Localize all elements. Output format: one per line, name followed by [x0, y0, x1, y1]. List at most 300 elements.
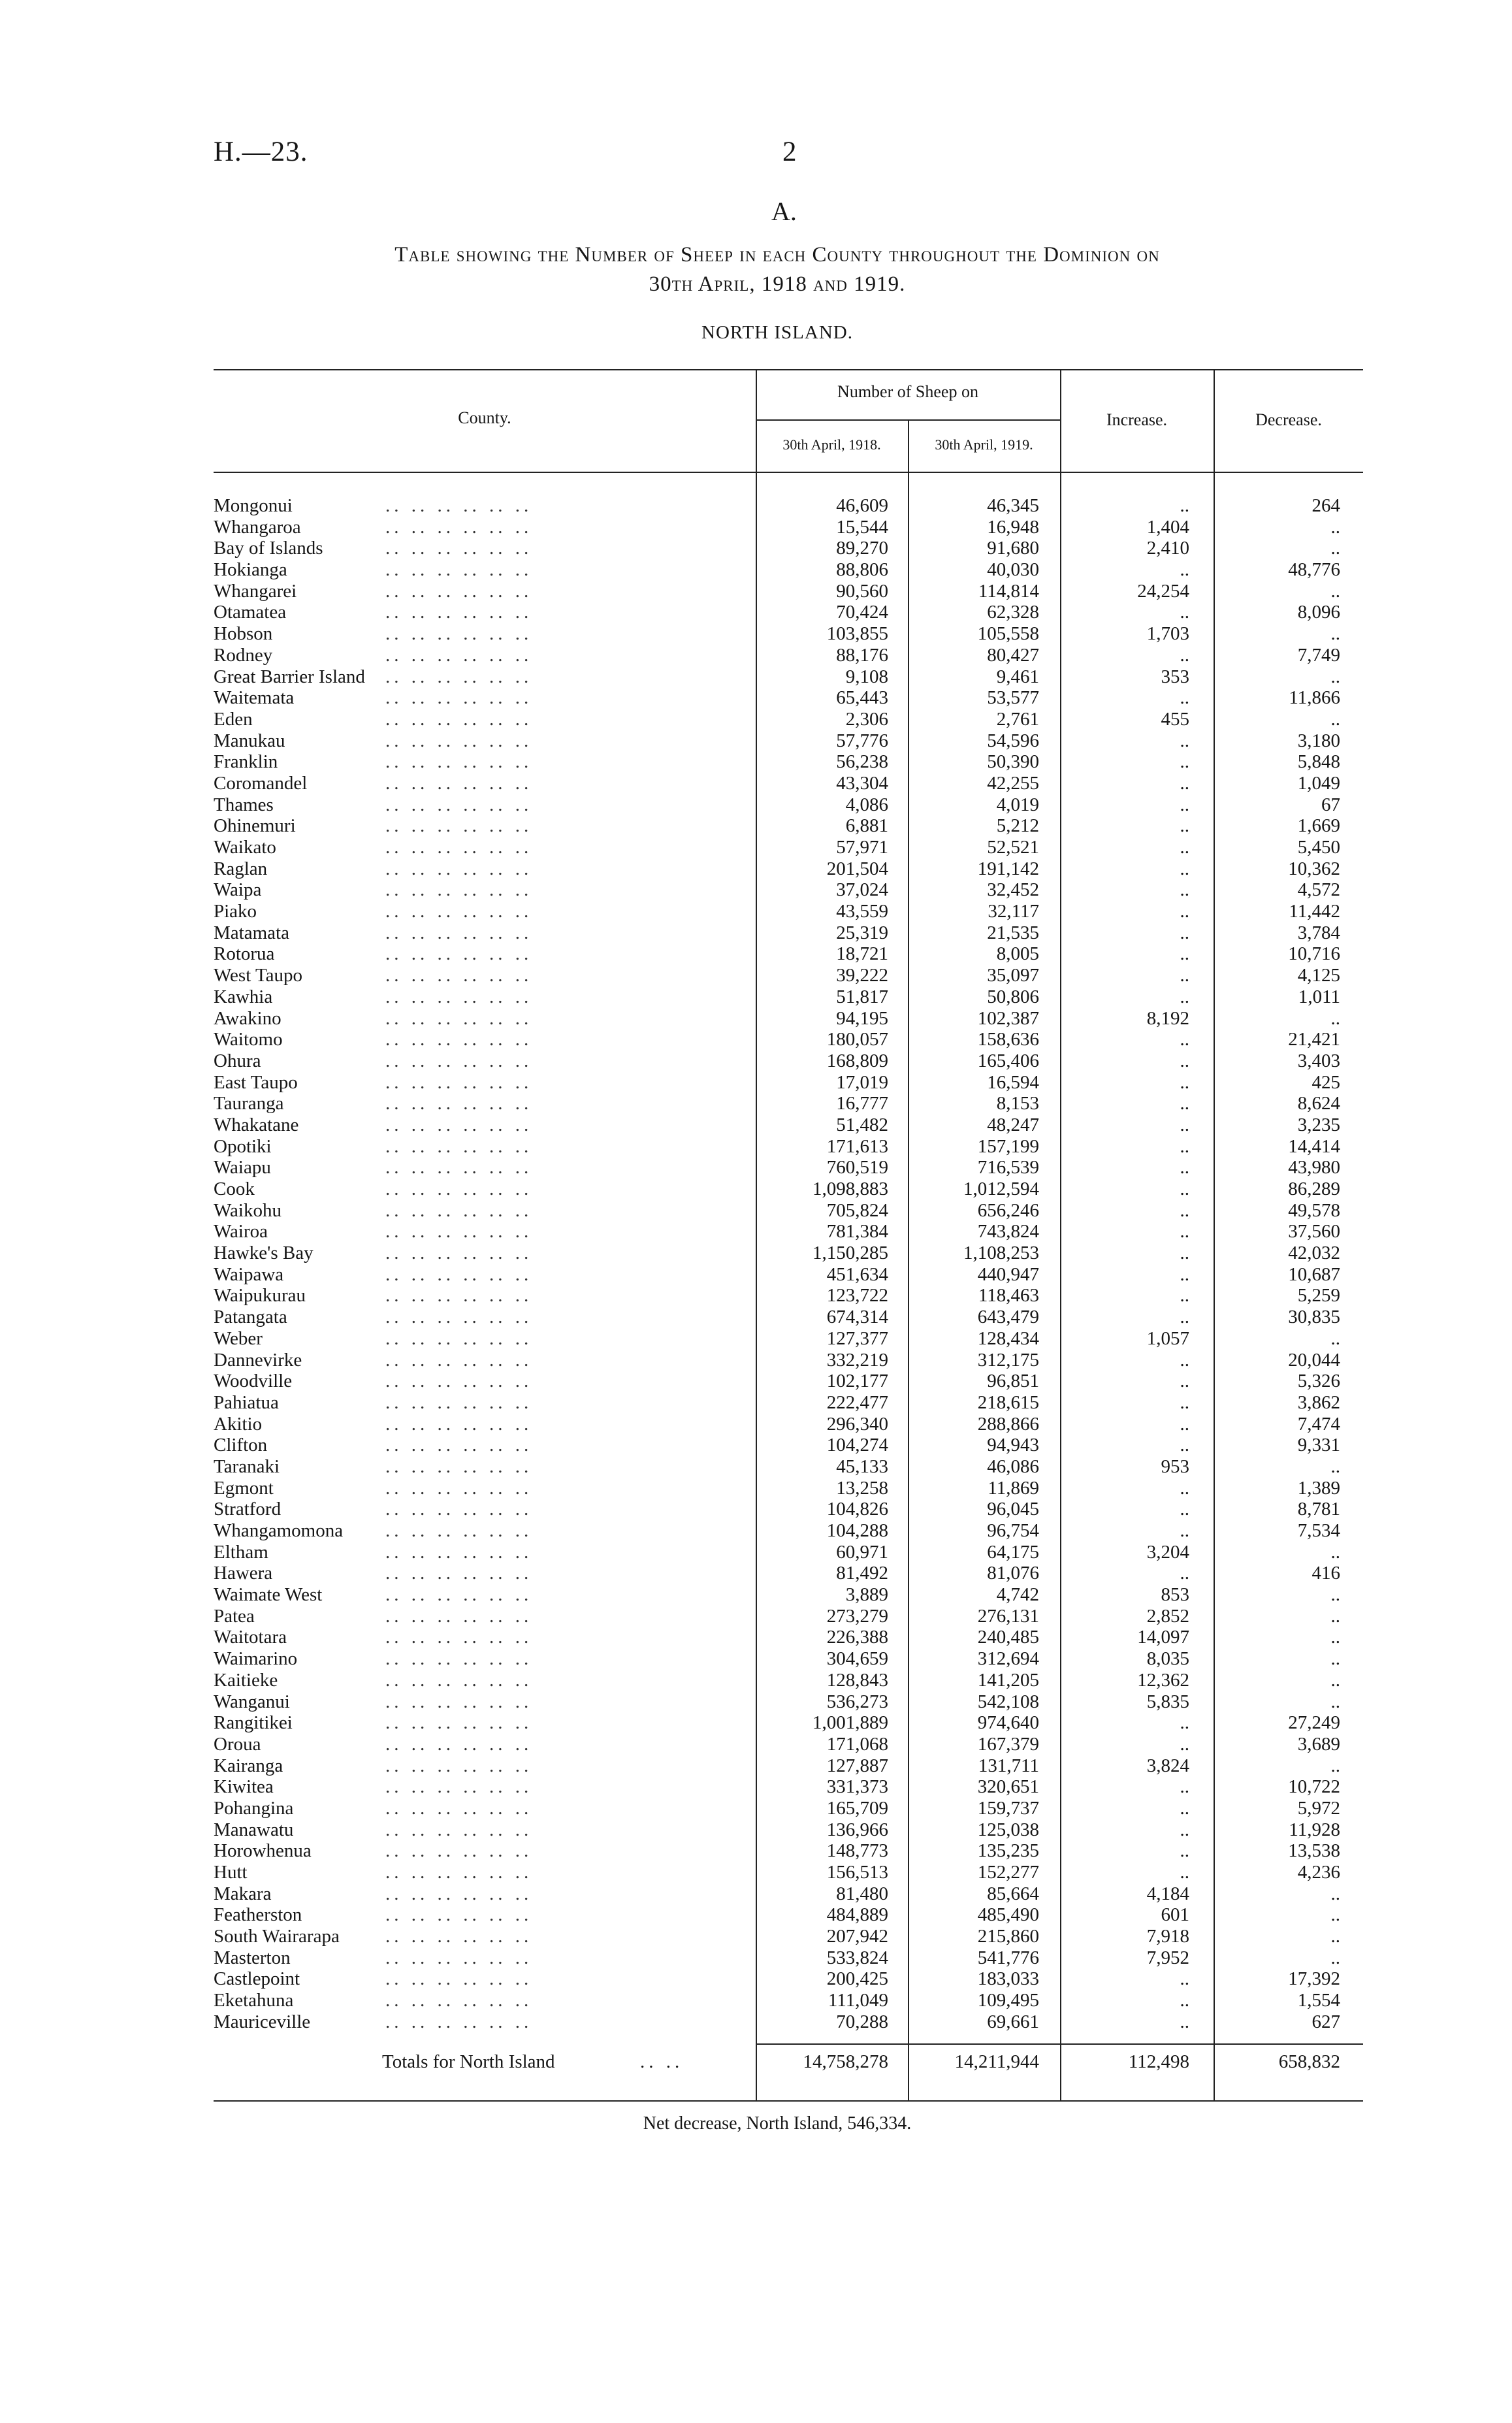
county-name: Akitio	[214, 1413, 263, 1435]
sheep-1919: 4,019	[996, 794, 1039, 815]
increase-value: ..	[1180, 1563, 1189, 1584]
decrease-value: 49,578	[1288, 1199, 1340, 1221]
sheep-1919: 131,711	[978, 1755, 1039, 1776]
county-name: Rangitikei	[214, 1712, 293, 1734]
increase-value: ..	[1180, 1349, 1189, 1371]
county-name: Waikato	[214, 837, 276, 858]
totals-dots: .. ..	[640, 2051, 684, 2072]
decrease-value: 10,687	[1288, 1263, 1340, 1285]
sheep-1919: 276,131	[977, 1605, 1039, 1627]
sheep-1919: 743,824	[977, 1221, 1039, 1243]
leader-dots: .. .. .. .. .. ..	[385, 815, 533, 837]
leader-dots: .. .. .. .. .. ..	[385, 986, 533, 1007]
table-row	[0, 1435, 1512, 1456]
decrease-value: ..	[1330, 580, 1340, 602]
sheep-1918: 89,270	[836, 538, 888, 559]
increase-value: ..	[1180, 901, 1189, 922]
county-name: Taranaki	[214, 1455, 280, 1477]
sheep-1919: 54,596	[987, 730, 1039, 751]
county-name: Kawhia	[214, 986, 273, 1007]
increase-value: ..	[1180, 879, 1189, 901]
increase-value: 1,404	[1146, 516, 1189, 538]
sheep-1919: 1,108,253	[963, 1243, 1039, 1264]
county-name: Kaitieke	[214, 1669, 278, 1691]
leader-dots: .. .. .. .. .. ..	[385, 1990, 533, 2011]
county-name: Hawera	[214, 1563, 273, 1584]
increase-value: ..	[1180, 1157, 1189, 1179]
sheep-1918: 6,881	[845, 815, 888, 837]
column-header-1919: 30th April, 1919.	[935, 436, 1033, 453]
sheep-1919: 85,664	[987, 1883, 1039, 1904]
sheep-1919: 91,680	[987, 538, 1039, 559]
sheep-1919: 62,328	[987, 602, 1039, 623]
county-name: Whakatane	[214, 1114, 299, 1135]
sheep-1919: 32,452	[987, 879, 1039, 901]
decrease-value: 17,392	[1288, 1968, 1340, 1990]
leader-dots: .. .. .. .. .. ..	[385, 708, 533, 730]
county-name: West Taupo	[214, 965, 303, 986]
increase-value: 2,410	[1146, 538, 1189, 559]
county-name: Waipa	[214, 879, 262, 901]
table-row	[0, 730, 1512, 752]
table-row	[0, 751, 1512, 773]
decrease-value: 20,044	[1288, 1349, 1340, 1371]
sheep-1918: 168,809	[826, 1050, 888, 1071]
sheep-1918: 180,057	[826, 1029, 888, 1050]
sheep-1919: 42,255	[987, 772, 1039, 794]
decrease-value: ..	[1330, 1755, 1340, 1776]
county-name: Makara	[214, 1883, 272, 1904]
decrease-value: 425	[1311, 1071, 1340, 1093]
table-row	[0, 1755, 1512, 1777]
leader-dots: .. .. .. .. .. ..	[385, 1733, 533, 1755]
leader-dots: .. .. .. .. .. ..	[385, 1221, 533, 1243]
table-row	[0, 1606, 1512, 1627]
sheep-1919: 8,005	[996, 943, 1039, 965]
sheep-1918: 760,519	[826, 1157, 888, 1179]
sheep-1918: 65,443	[836, 687, 888, 709]
leader-dots: .. .. .. .. .. ..	[385, 602, 533, 623]
increase-value: 455	[1161, 708, 1189, 730]
decrease-value: 11,442	[1289, 901, 1340, 922]
county-name: Pahiatua	[214, 1391, 279, 1413]
table-row	[0, 1840, 1512, 1862]
table-row	[0, 1264, 1512, 1286]
leader-dots: .. .. .. .. .. ..	[385, 1243, 533, 1264]
sheep-1919: 240,485	[977, 1627, 1039, 1648]
table-row	[0, 1243, 1512, 1264]
leader-dots: .. .. .. .. .. ..	[385, 1285, 533, 1307]
decrease-value: 5,259	[1297, 1285, 1340, 1307]
column-header-1918: 30th April, 1918.	[782, 436, 881, 453]
decrease-value: ..	[1330, 1605, 1340, 1627]
county-name: Matamata	[214, 922, 289, 943]
table-row	[0, 666, 1512, 688]
decrease-value: 4,125	[1297, 965, 1340, 986]
column-header-decrease: Decrease.	[1255, 410, 1322, 429]
decrease-value: 1,554	[1297, 1990, 1340, 2011]
sheep-1919: 96,754	[987, 1520, 1039, 1541]
leader-dots: .. .. .. .. .. ..	[385, 1819, 533, 1840]
table-row	[0, 602, 1512, 623]
table-title-line-1: Table showing the Number of Sheep in each County throughout the Dominion on	[394, 243, 1160, 267]
sheep-1918: 16,777	[836, 1093, 888, 1114]
increase-value: 3,204	[1146, 1541, 1189, 1563]
sheep-1918: 81,480	[836, 1883, 888, 1904]
county-name: Featherston	[214, 1904, 302, 1926]
leader-dots: .. .. .. .. .. ..	[385, 1499, 533, 1520]
county-name: Coromandel	[214, 772, 308, 794]
table-row	[0, 1392, 1512, 1414]
leader-dots: .. .. .. .. .. ..	[385, 1179, 533, 1199]
table-row	[0, 1114, 1512, 1136]
decrease-value: 10,716	[1288, 943, 1340, 965]
sheep-1918: 37,024	[836, 879, 888, 901]
sheep-1919: 114,814	[978, 580, 1039, 602]
sheep-1918: 9,108	[845, 666, 888, 687]
leader-dots: .. .. .. .. .. ..	[385, 943, 533, 965]
sheep-1919: 320,651	[977, 1776, 1039, 1798]
table-row	[0, 1670, 1512, 1691]
totals-row	[0, 2051, 1512, 2077]
table-row	[0, 879, 1512, 901]
leader-dots: .. .. .. .. .. ..	[385, 1199, 533, 1221]
decrease-value: ..	[1330, 1904, 1340, 1926]
increase-value: ..	[1180, 943, 1189, 965]
sheep-1919: 974,640	[977, 1712, 1039, 1734]
sheep-1919: 215,860	[977, 1926, 1039, 1947]
sheep-1919: 64,175	[987, 1541, 1039, 1563]
leader-dots: .. .. .. .. .. ..	[385, 1263, 533, 1285]
county-name: Waitomo	[214, 1029, 283, 1050]
decrease-value: ..	[1330, 1327, 1340, 1349]
sheep-1918: 273,279	[826, 1605, 888, 1627]
county-name: Hobson	[214, 623, 273, 645]
table-row	[0, 1157, 1512, 1179]
county-name: Kairanga	[214, 1755, 283, 1776]
county-name: South Wairarapa	[214, 1926, 340, 1947]
leader-dots: .. .. .. .. .. ..	[385, 751, 533, 773]
sheep-1918: 81,492	[836, 1563, 888, 1584]
sheep-1918: 90,560	[836, 580, 888, 602]
decrease-value: ..	[1330, 708, 1340, 730]
increase-value: 3,824	[1146, 1755, 1189, 1776]
sheep-1919: 69,661	[987, 2011, 1039, 2032]
table-row	[0, 1648, 1512, 1670]
decrease-value: 9,331	[1297, 1435, 1340, 1456]
sheep-1919: 105,558	[977, 623, 1039, 645]
sheep-1918: 148,773	[826, 1840, 888, 1862]
leader-dots: .. .. .. .. .. ..	[385, 1135, 533, 1157]
sheep-1919: 9,461	[996, 666, 1039, 687]
sheep-1918: 70,288	[836, 2011, 888, 2032]
decrease-value: ..	[1330, 1648, 1340, 1670]
sheep-1918: 51,817	[836, 986, 888, 1007]
leader-dots: .. .. .. .. .. ..	[385, 1883, 533, 1904]
decrease-value: ..	[1330, 1926, 1340, 1947]
decrease-value: 264	[1311, 495, 1340, 516]
table-row	[0, 901, 1512, 922]
decrease-value: 4,572	[1297, 879, 1340, 901]
sheep-1919: 288,866	[977, 1413, 1039, 1435]
sheep-1918: 123,722	[826, 1285, 888, 1307]
sheep-1919: 102,387	[977, 1007, 1039, 1029]
table-body	[0, 495, 1512, 2033]
increase-value: ..	[1180, 751, 1189, 773]
table-row	[0, 1563, 1512, 1584]
sheep-1918: 1,150,285	[812, 1243, 888, 1264]
county-name: Castlepoint	[214, 1968, 300, 1990]
table-row	[0, 645, 1512, 666]
region-heading: NORTH ISLAND.	[701, 322, 853, 343]
sheep-1918: 88,176	[836, 644, 888, 666]
decrease-value: 8,624	[1297, 1093, 1340, 1114]
leader-dots: .. .. .. .. .. ..	[385, 559, 533, 581]
leader-dots: .. .. .. .. .. ..	[385, 1776, 533, 1798]
county-name: Manawatu	[214, 1819, 294, 1840]
sheep-1918: 45,133	[836, 1455, 888, 1477]
sheep-1919: 656,246	[977, 1199, 1039, 1221]
sheep-1919: 643,479	[977, 1307, 1039, 1328]
decrease-value: ..	[1330, 1669, 1340, 1691]
sheep-1919: 48,247	[987, 1114, 1039, 1135]
decrease-value: 48,776	[1288, 559, 1340, 581]
sheep-1919: 81,076	[987, 1563, 1039, 1584]
leader-dots: .. .. .. .. .. ..	[385, 1093, 533, 1114]
sheep-1918: 451,634	[826, 1263, 888, 1285]
county-name: Manukau	[214, 730, 285, 751]
column-header-increase: Increase.	[1106, 410, 1168, 429]
county-name: Tauranga	[214, 1093, 284, 1114]
decrease-value: 14,414	[1288, 1135, 1340, 1157]
sheep-1918: 156,513	[826, 1862, 888, 1883]
decrease-value: ..	[1330, 516, 1340, 538]
decrease-value: 21,421	[1288, 1029, 1340, 1050]
sheep-1918: 536,273	[826, 1691, 888, 1712]
sheep-1918: 201,504	[826, 858, 888, 879]
sheep-1919: 16,594	[987, 1071, 1039, 1093]
county-name: Bay of Islands	[214, 538, 323, 559]
sheep-1918: 3,889	[845, 1584, 888, 1606]
decrease-value: 42,032	[1288, 1243, 1340, 1264]
increase-value: ..	[1180, 2011, 1189, 2032]
sheep-1919: 96,045	[987, 1499, 1039, 1520]
table-row	[0, 1328, 1512, 1350]
table-row	[0, 623, 1512, 645]
county-name: Weber	[214, 1327, 263, 1349]
decrease-value: 8,096	[1297, 602, 1340, 623]
leader-dots: .. .. .. .. .. ..	[385, 1071, 533, 1093]
leader-dots: .. .. .. .. .. ..	[385, 1862, 533, 1883]
increase-value: ..	[1180, 559, 1189, 581]
sheep-1918: 484,889	[826, 1904, 888, 1926]
decrease-value: 10,722	[1288, 1776, 1340, 1798]
sheep-1918: 4,086	[845, 794, 888, 815]
sheep-1918: 165,709	[826, 1797, 888, 1819]
sheep-1919: 50,806	[987, 986, 1039, 1007]
county-name: Piako	[214, 901, 257, 922]
sheep-1919: 11,869	[988, 1477, 1039, 1499]
increase-value: ..	[1180, 1733, 1189, 1755]
sheep-1919: 5,212	[996, 815, 1039, 837]
table-row	[0, 1883, 1512, 1905]
table-row	[0, 1371, 1512, 1392]
increase-value: ..	[1180, 1477, 1189, 1499]
increase-value: 2,852	[1146, 1605, 1189, 1627]
sheep-1918: 171,613	[826, 1135, 888, 1157]
county-name: Thames	[214, 794, 274, 815]
decrease-value: 1,389	[1297, 1477, 1340, 1499]
leader-dots: .. .. .. .. .. ..	[385, 1627, 533, 1648]
sheep-1918: 127,377	[826, 1327, 888, 1349]
decrease-value: 416	[1311, 1563, 1340, 1584]
totals-1918: 14,758,278	[803, 2051, 888, 2072]
leader-dots: .. .. .. .. .. ..	[385, 1520, 533, 1541]
sheep-1919: 158,636	[977, 1029, 1039, 1050]
header-top-rule	[214, 369, 1363, 370]
table-row	[0, 2011, 1512, 2033]
leader-dots: .. .. .. .. .. ..	[385, 1413, 533, 1435]
increase-value: ..	[1180, 1071, 1189, 1093]
table-row	[0, 538, 1512, 559]
sheep-1919: 16,948	[987, 516, 1039, 538]
increase-value: 1,703	[1146, 623, 1189, 645]
decrease-value: 3,235	[1297, 1114, 1340, 1135]
sheep-1919: 312,694	[977, 1648, 1039, 1670]
county-name: Franklin	[214, 751, 278, 773]
decrease-value: 5,972	[1297, 1797, 1340, 1819]
leader-dots: .. .. .. .. .. ..	[385, 1050, 533, 1071]
table-row	[0, 1990, 1512, 2011]
increase-value: ..	[1180, 1413, 1189, 1435]
leader-dots: .. .. .. .. .. ..	[385, 538, 533, 559]
table-row	[0, 581, 1512, 602]
sheep-1918: 57,776	[836, 730, 888, 751]
sheep-1918: 15,544	[836, 516, 888, 538]
sheep-1919: 52,521	[987, 837, 1039, 858]
decrease-value: 3,862	[1297, 1391, 1340, 1413]
increase-value: ..	[1180, 1520, 1189, 1541]
county-name: Hawke's Bay	[214, 1243, 314, 1264]
county-name: Kiwitea	[214, 1776, 274, 1798]
table-row	[0, 1947, 1512, 1969]
leader-dots: .. .. .. .. .. ..	[385, 1455, 533, 1477]
increase-value: ..	[1180, 922, 1189, 943]
increase-value: ..	[1180, 965, 1189, 986]
table-row	[0, 1691, 1512, 1713]
table-row	[0, 773, 1512, 794]
column-header-county: County.	[458, 408, 511, 427]
sheep-1919: 46,086	[987, 1455, 1039, 1477]
county-name: Great Barrier Island	[214, 666, 365, 687]
sheep-1919: 191,142	[977, 858, 1039, 879]
decrease-value: 7,474	[1297, 1413, 1340, 1435]
sheep-1919: 53,577	[987, 687, 1039, 709]
decrease-value: 3,403	[1297, 1050, 1340, 1071]
increase-value: 24,254	[1137, 580, 1189, 602]
county-name: Horowhenua	[214, 1840, 312, 1862]
sheep-1918: 104,274	[826, 1435, 888, 1456]
sheep-1918: 103,855	[826, 623, 888, 645]
leader-dots: .. .. .. .. .. ..	[385, 1349, 533, 1371]
table-row	[0, 1798, 1512, 1819]
sheep-1918: 781,384	[826, 1221, 888, 1243]
table-row	[0, 1200, 1512, 1222]
county-name: Waiapu	[214, 1157, 271, 1179]
sheep-1918: 56,238	[836, 751, 888, 773]
increase-value: ..	[1180, 1819, 1189, 1840]
sheep-1918: 51,482	[836, 1114, 888, 1135]
increase-value: ..	[1180, 1990, 1189, 2011]
table-row	[0, 1029, 1512, 1050]
increase-value: ..	[1180, 1307, 1189, 1328]
sheep-1919: 440,947	[977, 1263, 1039, 1285]
sheep-1918: 43,559	[836, 901, 888, 922]
increase-value: ..	[1180, 644, 1189, 666]
sheep-1919: 183,033	[977, 1968, 1039, 1990]
decrease-value: ..	[1330, 623, 1340, 645]
decrease-value: 13,538	[1288, 1840, 1340, 1862]
leader-dots: .. .. .. .. .. ..	[385, 1968, 533, 1990]
sheep-1918: 111,049	[828, 1990, 888, 2011]
sheep-1919: 96,851	[987, 1371, 1039, 1392]
county-name: Waitemata	[214, 687, 295, 709]
leader-dots: .. .. .. .. .. ..	[385, 644, 533, 666]
table-row	[0, 1008, 1512, 1030]
sheep-1918: 705,824	[826, 1199, 888, 1221]
increase-value: ..	[1180, 1114, 1189, 1135]
county-name: Mauriceville	[214, 2011, 311, 2032]
sheep-1918: 128,843	[826, 1669, 888, 1691]
increase-value: ..	[1180, 602, 1189, 623]
county-name: Hokianga	[214, 559, 287, 581]
county-name: Awakino	[214, 1007, 281, 1029]
increase-value: ..	[1180, 1968, 1189, 1990]
decrease-value: 3,784	[1297, 922, 1340, 943]
county-name: Mongonui	[214, 495, 293, 516]
county-name: Rodney	[214, 644, 273, 666]
table-row	[0, 1926, 1512, 1947]
county-name: Wanganui	[214, 1691, 290, 1712]
leader-dots: .. .. .. .. .. ..	[385, 1691, 533, 1712]
sheep-1919: 542,108	[977, 1691, 1039, 1712]
leader-dots: .. .. .. .. .. ..	[385, 837, 533, 858]
county-name: Dannevirke	[214, 1349, 302, 1371]
decrease-value: 627	[1311, 2011, 1340, 2032]
increase-value: ..	[1180, 1712, 1189, 1734]
leader-dots: .. .. .. .. .. ..	[385, 516, 533, 538]
sheep-1918: 533,824	[826, 1947, 888, 1968]
leader-dots: .. .. .. .. .. ..	[385, 1840, 533, 1862]
increase-value: ..	[1180, 1029, 1189, 1050]
decrease-value: 11,928	[1289, 1819, 1340, 1840]
leader-dots: .. .. .. .. .. ..	[385, 1669, 533, 1691]
decrease-value: 43,980	[1288, 1157, 1340, 1179]
increase-value: 7,952	[1146, 1947, 1189, 1968]
leader-dots: .. .. .. .. .. ..	[385, 495, 533, 516]
county-name: Eden	[214, 708, 253, 730]
sheep-1918: 18,721	[836, 943, 888, 965]
increase-value: ..	[1180, 1199, 1189, 1221]
totals-increase: 112,498	[1128, 2051, 1189, 2072]
increase-value: 853	[1161, 1584, 1189, 1606]
decrease-value: ..	[1330, 1584, 1340, 1606]
increase-value: 8,192	[1146, 1007, 1189, 1029]
table-row	[0, 965, 1512, 986]
table-row	[0, 1542, 1512, 1563]
decrease-value: 4,236	[1297, 1862, 1340, 1883]
sheep-1918: 136,966	[826, 1819, 888, 1840]
